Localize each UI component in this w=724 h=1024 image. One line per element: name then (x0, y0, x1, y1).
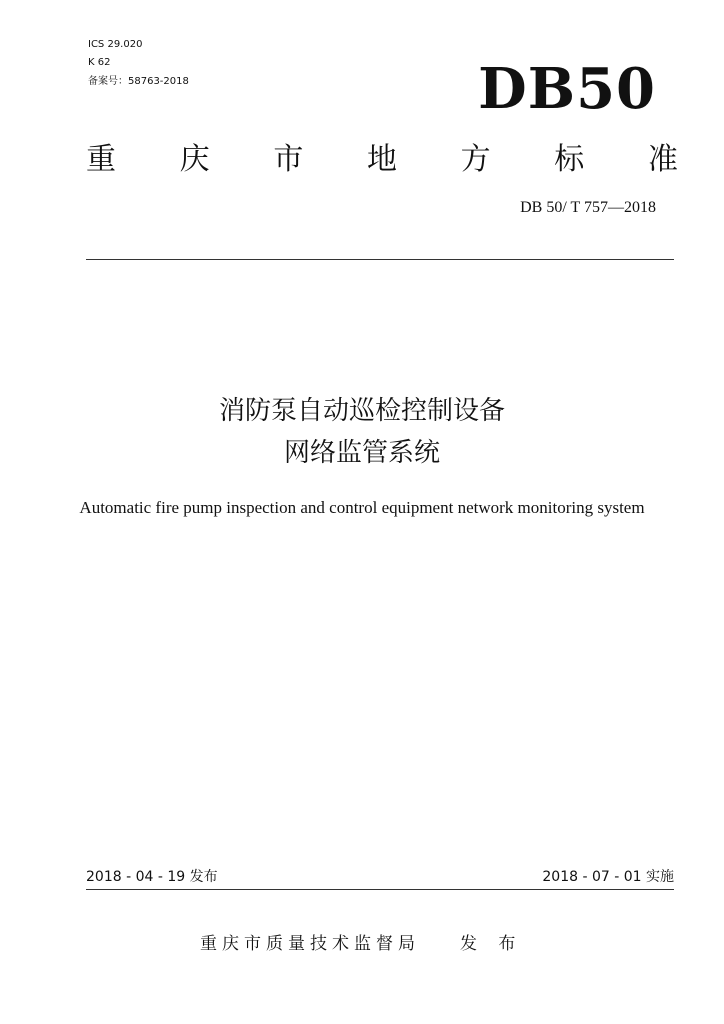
date-row (86, 866, 674, 888)
local-standard-char: 准 (647, 142, 678, 177)
standard-number: DB 50/ T 757—2018 (520, 199, 656, 216)
publish-label: 发 布 (460, 934, 524, 954)
local-standard-char: 地 (366, 142, 397, 177)
ics-code: ICS 29.020 (88, 39, 143, 50)
local-standard-char: 方 (460, 142, 491, 177)
local-standard-char: 市 (273, 142, 304, 177)
issue-date: 2018 - 04 - 19 发布 (86, 869, 218, 885)
db-logo: DB50 (478, 56, 656, 122)
title-cn-line-2: 网络监管系统 (283, 438, 440, 468)
local-standard-char: 标 (554, 142, 585, 177)
local-standard-char: 庆 (179, 142, 210, 177)
bottom-divider (86, 889, 674, 890)
ccs-code: K 62 (88, 57, 111, 68)
filing-number: 备案号：58763-2018 (88, 76, 189, 87)
title-cn-line-1: 消防泵自动巡检控制设备 (218, 396, 505, 426)
title-en: Automatic fire pump inspection and control equipment network monitoring system (79, 498, 645, 517)
issuer-name: 重庆市质量技术监督局 (200, 934, 420, 954)
issuer-row (200, 932, 523, 956)
effective-date: 2018 - 07 - 01 实施 (542, 869, 674, 885)
top-divider (86, 259, 674, 260)
local-standard-char: 重 (86, 142, 116, 177)
local-standard-heading (86, 140, 678, 180)
